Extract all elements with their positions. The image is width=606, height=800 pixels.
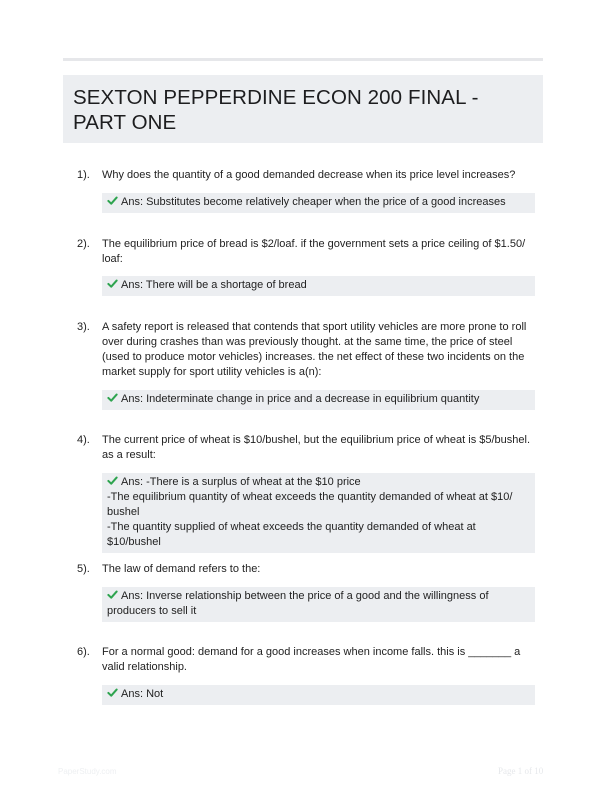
checkmark-icon	[107, 475, 118, 486]
title-banner	[63, 75, 543, 143]
question-text: For a normal good: demand for a good increases when income falls. this is _______ a valid relationship.	[102, 646, 521, 673]
checkmark-icon	[107, 392, 118, 403]
answer-text: Ans: Indeterminate change in price and a decrease in equilibrium quantity	[121, 393, 480, 405]
answer-box	[102, 473, 535, 553]
answer-box	[102, 685, 535, 705]
answer-box	[102, 276, 535, 296]
question-text: The equilibrium price of bread is $2/loaf. if the government sets a price ceiling of $1.50/ loaf:	[102, 238, 526, 265]
top-divider	[63, 58, 543, 61]
question-number: 2).	[77, 238, 90, 250]
checkmark-icon	[107, 195, 118, 206]
checkmark-icon	[107, 278, 118, 289]
question-number: 4).	[77, 434, 90, 446]
question-number: 5).	[77, 563, 90, 575]
question-text: The current price of wheat is $10/bushel, but the equilibrium price of wheat is $5/bushel. as a result:	[102, 434, 531, 461]
question-number: 1).	[77, 169, 90, 181]
page-number: Page 1 of 10	[498, 766, 544, 776]
question-text: Why does the quantity of a good demanded decrease when its price level increases?	[102, 169, 516, 181]
answer-box	[102, 193, 535, 213]
answer-text: Ans: Not	[121, 688, 164, 700]
answer-text: Ans: -There is a surplus of wheat at the $10 price	[121, 476, 361, 488]
checkmark-icon	[107, 589, 118, 600]
answer-box	[102, 587, 535, 622]
question-text: A safety report is released that contends that sport utility vehicles are more prone to roll over during crashes than was previously thought. at the same time, the price of steel (used to produce motor vehicles) increases. the net effect of these two incidents on the market supply for sport utility vehicles is a(n):	[102, 321, 527, 378]
checkmark-icon	[107, 687, 118, 698]
answer-text: -The equilibrium quantity of wheat exceeds the quantity demanded of wheat at $10/ bushel	[107, 491, 513, 518]
question-number: 6).	[77, 646, 90, 658]
footer-site-watermark: PaperStudy.com	[58, 767, 117, 776]
answer-text: Ans: There will be a shortage of bread	[121, 279, 307, 291]
answer-text: Ans: Inverse relationship between the price of a good and the willingness of producers to sell it	[107, 590, 489, 617]
answer-text: -The quantity supplied of wheat exceeds the quantity demanded of wheat at $10/bushel	[107, 521, 476, 548]
answer-box	[102, 390, 535, 410]
page-title: SEXTON PEPPERDINE ECON 200 FINAL - PART ONE	[73, 86, 479, 134]
question-text: The law of demand refers to the:	[102, 563, 261, 575]
answer-text: Ans: Substitutes become relatively cheaper when the price of a good increases	[121, 196, 506, 208]
question-number: 3).	[77, 321, 90, 333]
